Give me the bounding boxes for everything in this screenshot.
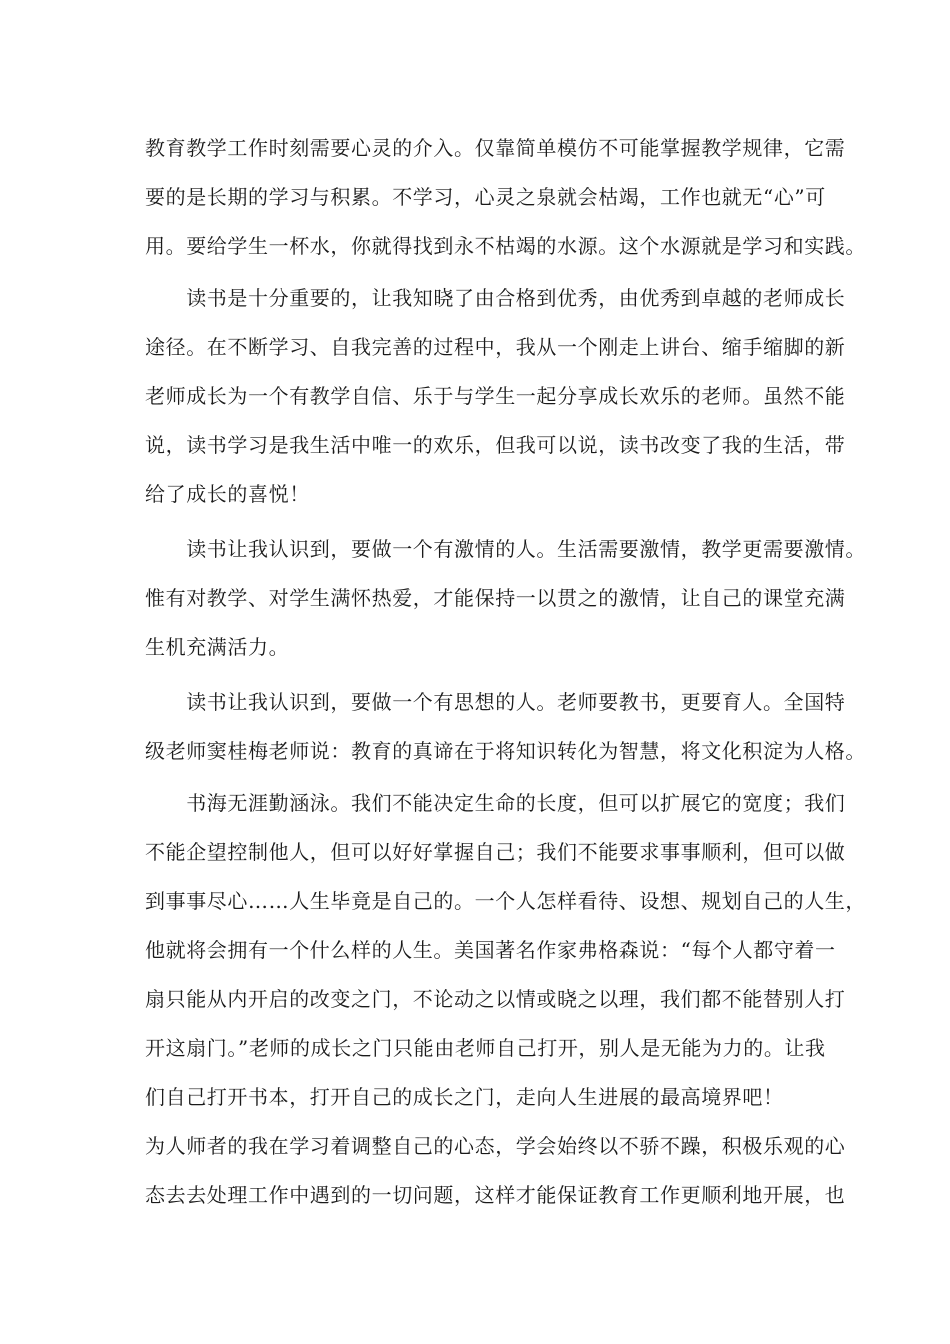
text-line: 级老师窦桂梅老师说：教育的真谛在于将知识转化为智慧，将文化积淀为人格。 (145, 739, 866, 763)
text-line: 为人师者的我在学习着调整自己的心态，学会始终以不骄不躁，积极乐观的心 (145, 1134, 846, 1158)
paragraph (145, 124, 866, 271)
paragraph (145, 274, 846, 519)
paragraph (145, 678, 866, 776)
text-line: 开这扇门。”老师的成长之门只能由老师自己打开，别人是无能为力的。让我 (145, 1036, 826, 1060)
paragraph (145, 779, 866, 1122)
text-line: 他就将会拥有一个什么样的人生。美国著名作家弗格森说：“每个人都守着一 (145, 938, 836, 962)
text-line: 书海无涯勤涵泳。我们不能决定生命的长度，但可以扩展它的宽度；我们 (145, 791, 846, 815)
text-line: 给了成长的喜悦！ (145, 482, 310, 506)
text-line: 读书是十分重要的，让我知晓了由合格到优秀，由优秀到卓越的老师成长 (145, 286, 846, 310)
document-body (145, 124, 866, 1220)
text-line: 态去去处理工作中遇到的一切问题，这样才能保证教育工作更顺利地开展，也 (145, 1183, 846, 1207)
text-line: 扇只能从内开启的改变之门，不论动之以情或晓之以理，我们都不能替别人打 (145, 987, 846, 1011)
text-line: 用。要给学生一杯水，你就得找到永不枯竭的水源。这个水源就是学习和实践。 (145, 234, 866, 258)
text-line: 说，读书学习是我生活中唯一的欢乐，但我可以说，读书改变了我的生活，带 (145, 433, 846, 457)
text-line: 到事事尽心……人生毕竟是自己的。一个人怎样看待、设想、规划自己的人生， (145, 889, 866, 913)
text-line: 生机充满活力。 (145, 635, 290, 659)
text-line: 途径。在不断学习、自我完善的过程中，我从一个刚走上讲台、缩手缩脚的新 (145, 335, 846, 359)
text-line: 老师成长为一个有教学自信、乐于与学生一起分享成长欢乐的老师。虽然不能 (145, 384, 846, 408)
text-line: 要的是长期的学习与积累。不学习，心灵之泉就会枯竭，工作也就无“心”可 (145, 185, 826, 209)
text-line: 读书让我认识到，要做一个有思想的人。老师要教书，更要育人。全国特 (145, 690, 846, 714)
text-line: 惟有对教学、对学生满怀热爱，才能保持一以贯之的激情，让自己的课堂充满 (145, 586, 846, 610)
text-line: 教育教学工作时刻需要心灵的介入。仅靠简单模仿不可能掌握教学规律，它需 (145, 136, 846, 160)
paragraph (145, 1122, 846, 1220)
text-line: 们自己打开书本，打开自己的成长之门，走向人生进展的最高境界吧！ (145, 1085, 784, 1109)
text-line: 读书让我认识到，要做一个有激情的人。生活需要激情，教学更需要激情。 (145, 537, 866, 561)
text-line: 不能企望控制他人，但可以好好掌握自己；我们不能要求事事顺利，但可以做 (145, 840, 846, 864)
paragraph (145, 525, 866, 672)
